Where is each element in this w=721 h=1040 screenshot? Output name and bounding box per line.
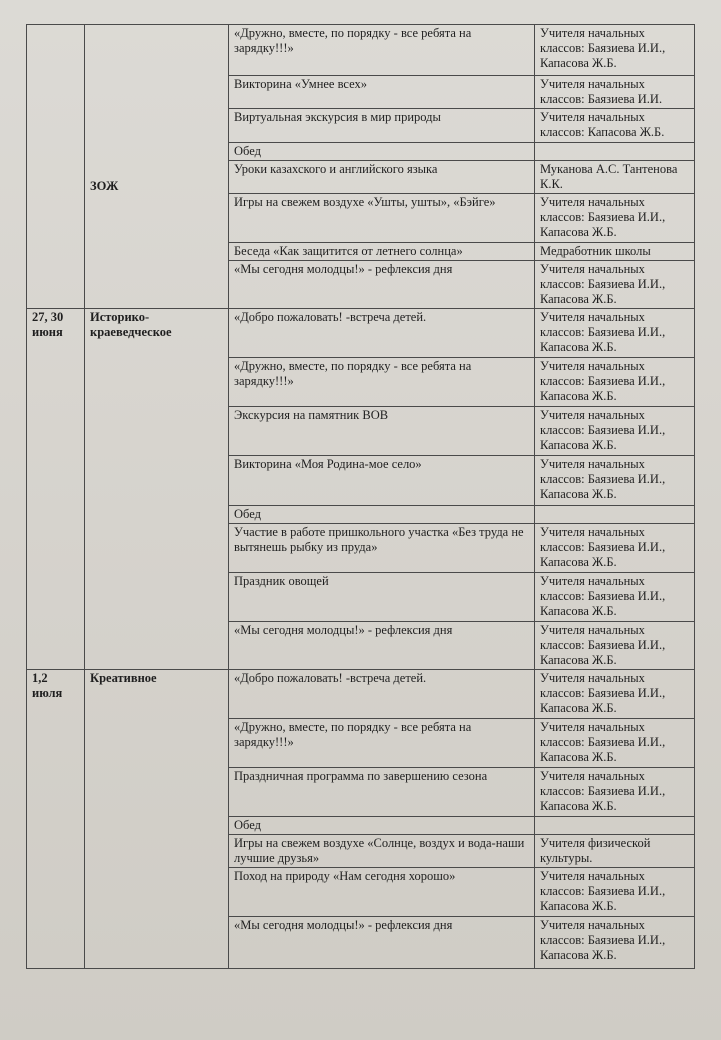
responsible-cell: Учителя начальных классов: Баязиева И.И., Капасова Ж.Б. bbox=[535, 670, 695, 719]
activity-cell: Праздничная программа по завершению сезона bbox=[229, 768, 535, 817]
activity-cell: Игры на свежем воздухе «Ушты, ушты», «Бэйге» bbox=[229, 194, 535, 243]
activity-cell: Обед bbox=[229, 817, 535, 835]
responsible-cell: Учителя начальных классов: Баязиева И.И., Капасова Ж.Б. bbox=[535, 407, 695, 456]
activity-cell: Викторина «Моя Родина-мое село» bbox=[229, 456, 535, 506]
table-row bbox=[27, 25, 695, 76]
date-cell: 1,2 июля bbox=[27, 670, 85, 969]
activity-cell: Праздник овощей bbox=[229, 573, 535, 622]
responsible-cell: Учителя начальных классов: Баязиева И.И., Капасова Ж.Б. bbox=[535, 768, 695, 817]
activity-cell: «Мы сегодня молодцы!» - рефлексия дня bbox=[229, 261, 535, 309]
schedule-table bbox=[26, 24, 695, 969]
date-cell bbox=[27, 25, 85, 309]
activity-cell: Виртуальная экскурсия в мир природы bbox=[229, 109, 535, 143]
responsible-cell: Муканова А.С. Тантенова К.К. bbox=[535, 161, 695, 194]
responsible-cell: Учителя начальных классов: Баязиева И.И., Капасова Ж.Б. bbox=[535, 25, 695, 76]
responsible-cell: Учителя начальных классов: Капасова Ж.Б. bbox=[535, 109, 695, 143]
direction-label: Историко-краеведческое bbox=[90, 310, 172, 339]
activity-cell: Игры на свежем воздухе «Солнце, воздух и вода-наши лучшие друзья» bbox=[229, 835, 535, 868]
direction-label: ЗОЖ bbox=[90, 179, 119, 193]
responsible-cell: Учителя физической культуры. bbox=[535, 835, 695, 868]
responsible-cell: Учителя начальных классов: Баязиева И.И., Капасова Ж.Б. bbox=[535, 309, 695, 358]
responsible-cell: Медработник школы bbox=[535, 243, 695, 261]
activity-cell: Беседа «Как защитится от летнего солнца» bbox=[229, 243, 535, 261]
activity-cell: «Дружно, вместе, по порядку - все ребята на зарядку!!!» bbox=[229, 358, 535, 407]
schedule-body bbox=[27, 25, 695, 969]
responsible-cell: Учителя начальных классов: Баязиева И.И., Капасова Ж.Б. bbox=[535, 719, 695, 768]
responsible-cell: Учителя начальных классов: Баязиева И.И., Капасова Ж.Б. bbox=[535, 194, 695, 243]
activity-cell: «Дружно, вместе, по порядку - все ребята на зарядку!!!» bbox=[229, 719, 535, 768]
direction-cell bbox=[85, 25, 229, 309]
direction-cell bbox=[85, 309, 229, 670]
responsible-cell: Учителя начальных классов: Баязиева И.И., Капасова Ж.Б. bbox=[535, 261, 695, 309]
responsible-cell: Учителя начальных классов: Баязиева И.И. bbox=[535, 76, 695, 109]
activity-cell: Викторина «Умнее всех» bbox=[229, 76, 535, 109]
activity-cell: Обед bbox=[229, 506, 535, 524]
direction-cell bbox=[85, 670, 229, 969]
responsible-cell bbox=[535, 143, 695, 161]
responsible-cell: Учителя начальных классов: Баязиева И.И., Капасова Ж.Б. bbox=[535, 868, 695, 917]
table-row bbox=[27, 309, 695, 358]
table-row bbox=[27, 670, 695, 719]
direction-label: Креативное bbox=[90, 671, 157, 685]
responsible-cell bbox=[535, 506, 695, 524]
activity-cell: «Мы сегодня молодцы!» - рефлексия дня bbox=[229, 622, 535, 670]
activity-cell: «Добро пожаловать! -встреча детей. bbox=[229, 670, 535, 719]
date-cell: 27, 30 июня bbox=[27, 309, 85, 670]
activity-cell: Уроки казахского и английского языка bbox=[229, 161, 535, 194]
responsible-cell: Учителя начальных классов: Баязиева И.И., Капасова Ж.Б. bbox=[535, 524, 695, 573]
activity-cell: Участие в работе пришкольного участка «Без труда не вытянешь рыбку из пруда» bbox=[229, 524, 535, 573]
activity-cell: Поход на природу «Нам сегодня хорошо» bbox=[229, 868, 535, 917]
responsible-cell: Учителя начальных классов: Баязиева И.И., Капасова Ж.Б. bbox=[535, 573, 695, 622]
activity-cell: «Дружно, вместе, по порядку - все ребята на зарядку!!!» bbox=[229, 25, 535, 76]
responsible-cell bbox=[535, 817, 695, 835]
activity-cell: Экскурсия на памятник ВОВ bbox=[229, 407, 535, 456]
responsible-cell: Учителя начальных классов: Баязиева И.И., Капасова Ж.Б. bbox=[535, 622, 695, 670]
responsible-cell: Учителя начальных классов: Баязиева И.И., Капасова Ж.Б. bbox=[535, 358, 695, 407]
activity-cell: «Мы сегодня молодцы!» - рефлексия дня bbox=[229, 917, 535, 969]
responsible-cell: Учителя начальных классов: Баязиева И.И., Капасова Ж.Б. bbox=[535, 456, 695, 506]
activity-cell: Обед bbox=[229, 143, 535, 161]
responsible-cell: Учителя начальных классов: Баязиева И.И., Капасова Ж.Б. bbox=[535, 917, 695, 969]
activity-cell: «Добро пожаловать! -встреча детей. bbox=[229, 309, 535, 358]
